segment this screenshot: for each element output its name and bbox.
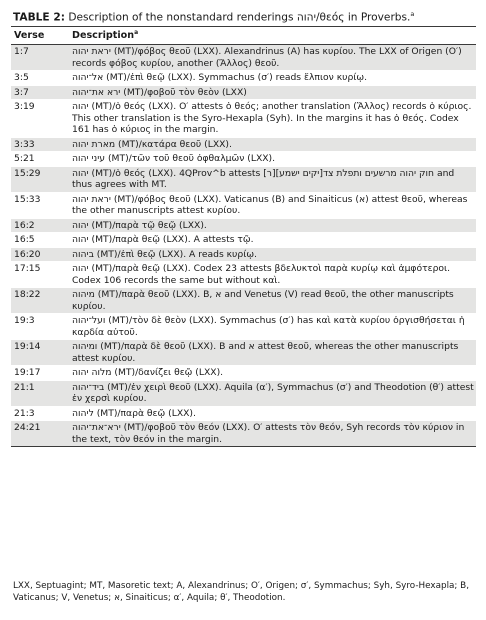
header-description-footnote-marker: a xyxy=(134,29,139,37)
verse-cell: 3:7 xyxy=(11,85,69,100)
description-cell: יראת יהוה (MT)/φόβος θεοῦ (LXX). Alexandrinus (A) has κυρίου. The LXX of Origen (O′) records φόβος κυρίου, another (Ἄλλος) θεοῦ. xyxy=(69,45,476,71)
description-cell: מארת יהוה (MT)/κατάρα θεοῦ (LXX). xyxy=(69,137,476,152)
verse-cell: 16:20 xyxy=(11,247,69,262)
table-row xyxy=(11,288,476,314)
description-cell: ומיהוה (MT)/παρὰ δὲ θεοῦ (LXX). B and א attest θεοῦ, whereas the other manuscripts attest κυρίου. xyxy=(69,340,476,366)
table-body xyxy=(11,45,476,447)
description-cell: ביהוה (MT)/ἐπὶ θεῷ (LXX). A reads κυρίῳ. xyxy=(69,247,476,262)
caption-text: Description of the nonstandard renderings יהוה/θεός in Proverbs. xyxy=(68,11,411,24)
table-row xyxy=(11,314,476,340)
description-cell: יראת יהוה (MT)/φόβος θεοῦ (LXX). Vaticanus (B) and Sinaiticus (א) attest θεοῦ, whereas the other manuscripts attest κυρίου. xyxy=(69,192,476,218)
table-row xyxy=(11,137,476,152)
verse-cell: 19:17 xyxy=(11,366,69,381)
table-row xyxy=(11,45,476,71)
table-row xyxy=(11,380,476,406)
table-header-row xyxy=(11,27,476,45)
description-cell: יהוה (MT)/ὁ θεός (LXX). O′ attests ὁ θεός; another translation (Ἄλλος) records ὁ κύριος. This other translation is the Syro-Hexapla (Syh). In the margins it has ὁ θεός. Codex 161 has ὁ κύριος in the margin. xyxy=(69,100,476,138)
table-row xyxy=(11,85,476,100)
description-cell: מיהוה (MT)/παρὰ θεοῦ (LXX). B, א and Venetus (V) read θεοῦ, the other manuscripts κυρίου. xyxy=(69,288,476,314)
header-description xyxy=(69,27,476,45)
renderings-table xyxy=(11,26,476,447)
table-label: TABLE 2: xyxy=(13,11,65,24)
table-row xyxy=(11,233,476,248)
header-verse: Verse xyxy=(11,27,69,45)
description-cell: ירא־את־יהוה (MT)/φοβοῦ τὸν θεόν (LXX). O′ attests τὸν θεόν, Syh records τὸν κύριον in the text, τὸν θεόν in the margin. xyxy=(69,421,476,447)
table-row xyxy=(11,166,476,192)
header-description-label: Description xyxy=(72,30,135,42)
verse-cell: 16:5 xyxy=(11,233,69,248)
table-row xyxy=(11,421,476,447)
description-cell: מלוה יהוה (MT)/δανίζει θεῷ (LXX). xyxy=(69,366,476,381)
verse-cell: 15:33 xyxy=(11,192,69,218)
verse-cell: 19:14 xyxy=(11,340,69,366)
table-row xyxy=(11,247,476,262)
verse-cell: 3:5 xyxy=(11,71,69,86)
caption-footnote-marker: a xyxy=(410,10,415,18)
description-cell: יהוה (MT)/παρὰ τῷ θεῷ (LXX). xyxy=(69,218,476,233)
description-cell: עיני יהוה (MT)/τῶν τοῦ θεοῦ ὀφθαλμῶν (LXX). xyxy=(69,152,476,167)
description-cell: ליהוה (MT)/παρὰ θεῷ (LXX). xyxy=(69,406,476,421)
verse-cell: 19:3 xyxy=(11,314,69,340)
table-row xyxy=(11,406,476,421)
verse-cell: 24:21 xyxy=(11,421,69,447)
table-row xyxy=(11,71,476,86)
description-cell: ועל־יהוה (MT)/τὸν δὲ θεὸν (LXX). Symmachus (σ′) has καὶ κατὰ κυρίου ὀργισθήσεται ἡ καρδία αὐτοῦ. xyxy=(69,314,476,340)
description-cell: יהוה (MT)/παρὰ θεῷ (LXX). A attests τῷ. xyxy=(69,233,476,248)
description-cell: ירא את־יהוה (MT)/φοβοῦ τὸν θεὸν (LXX) xyxy=(69,85,476,100)
verse-cell: 3:33 xyxy=(11,137,69,152)
verse-cell: 17:15 xyxy=(11,262,69,288)
verse-cell: 1:7 xyxy=(11,45,69,71)
verse-cell: 16:2 xyxy=(11,218,69,233)
description-cell: יהוה (MT)/ὁ θεός (LXX). 4QProv^b attests [ר]חוק יהוה מרשעים ותפלת צד[יקים ישמע] and thus agrees with MT. xyxy=(69,166,476,192)
table-row xyxy=(11,100,476,138)
verse-cell: 21:3 xyxy=(11,406,69,421)
table-footnote: LXX, Septuagint; MT, Masoretic text; A, Alexandrinus; O′, Origen; σ′, Symmachus; Syh, Syro-Hexapla; B, Vaticanus; V, Venetus; א, Sinaiticus; α′, Aquila; θ′, Theodotion. xyxy=(13,581,469,603)
verse-cell: 3:19 xyxy=(11,100,69,138)
table-row xyxy=(11,262,476,288)
verse-cell: 18:22 xyxy=(11,288,69,314)
table-row xyxy=(11,340,476,366)
verse-cell: 5:21 xyxy=(11,152,69,167)
description-cell: יהוה (MT)/παρὰ θεῷ (LXX). Codex 23 attests βδελυκτοὶ παρὰ κυρίῳ καὶ ἀμφότεροι. Codex 106 records the same but without καὶ. xyxy=(69,262,476,288)
description-cell: אל־יהוה (MT)/ἐπὶ θεῷ (LXX). Symmachus (σ′) reads ἔλπιον κυρίῳ. xyxy=(69,71,476,86)
table-row xyxy=(11,152,476,167)
description-cell: ביד־יהוה (MT)/ἐν χειρὶ θεοῦ (LXX). Aquila (α′), Symmachus (σ′) and Theodotion (θ′) attest ἐν χερσὶ κυρίου. xyxy=(69,380,476,406)
table-row xyxy=(11,218,476,233)
table-row xyxy=(11,192,476,218)
table-caption xyxy=(13,8,475,25)
verse-cell: 15:29 xyxy=(11,166,69,192)
table-row xyxy=(11,366,476,381)
verse-cell: 21:1 xyxy=(11,380,69,406)
